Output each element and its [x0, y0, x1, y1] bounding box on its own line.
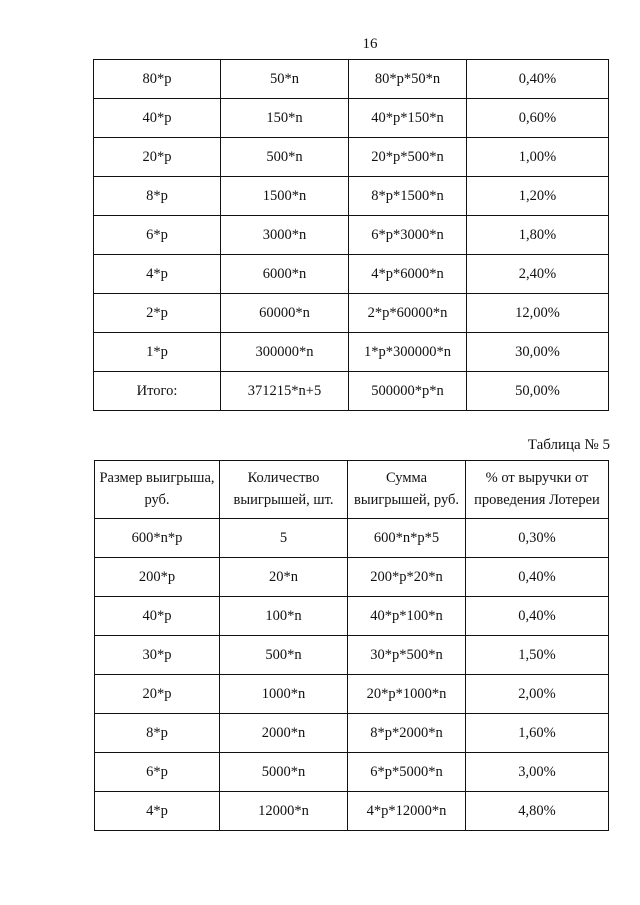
prize-size-cell: 200*p [95, 558, 220, 597]
prize-sum-cell: 6*p*5000*n [348, 753, 466, 792]
prize-sum-cell: 40*p*100*n [348, 597, 466, 636]
prize-count-cell: 20*n [220, 558, 348, 597]
table-row [95, 675, 609, 714]
prize-size-cell: 600*n*p [95, 519, 220, 558]
prize-count-cell: 12000*n [220, 792, 348, 831]
table-row [95, 636, 609, 675]
prize-sum-cell: 30*p*500*n [348, 636, 466, 675]
prize-size-cell: Итого: [94, 372, 221, 411]
prize-sum-cell: 6*p*3000*n [349, 216, 467, 255]
prize-sum-cell: 4*p*12000*n [348, 792, 466, 831]
prize-table-5 [94, 460, 609, 831]
prize-sum-cell: 8*p*1500*n [349, 177, 467, 216]
prize-size-cell: 40*p [94, 99, 221, 138]
prize-size-cell: 4*p [94, 255, 221, 294]
revenue-percent-cell: 3,00% [466, 753, 609, 792]
table-row [95, 792, 609, 831]
prize-table-5-body [95, 519, 609, 831]
prize-sum-cell: 4*p*6000*n [349, 255, 467, 294]
prize-count-cell: 60000*n [221, 294, 349, 333]
prize-size-cell: 20*p [95, 675, 220, 714]
revenue-percent-cell: 1,50% [466, 636, 609, 675]
table-row [94, 99, 609, 138]
revenue-percent-cell: 0,40% [466, 558, 609, 597]
prize-sum-cell: 80*p*50*n [349, 60, 467, 99]
table-row [94, 216, 609, 255]
prize-count-cell: 50*n [221, 60, 349, 99]
table-row [95, 519, 609, 558]
revenue-percent-cell: 0,40% [466, 597, 609, 636]
table-row [95, 597, 609, 636]
prize-size-cell: 6*p [95, 753, 220, 792]
revenue-percent-cell: 1,80% [467, 216, 609, 255]
header-prize-size: Размер выигрыша, руб. [95, 461, 220, 519]
revenue-percent-cell: 0,30% [466, 519, 609, 558]
revenue-percent-cell: 1,60% [466, 714, 609, 753]
table-row [95, 714, 609, 753]
header-prize-count: Количество выигрышей, шт. [220, 461, 348, 519]
revenue-percent-cell: 1,00% [467, 138, 609, 177]
revenue-percent-cell: 4,80% [466, 792, 609, 831]
header-prize-sum: Сумма выигрышей, руб. [348, 461, 466, 519]
prize-count-cell: 150*n [221, 99, 349, 138]
prize-sum-cell: 20*p*1000*n [348, 675, 466, 714]
prize-count-cell: 6000*n [221, 255, 349, 294]
table-row [94, 255, 609, 294]
prize-table-continued-body [94, 60, 609, 411]
prize-count-cell: 300000*n [221, 333, 349, 372]
table-caption: Таблица № 5 [527, 437, 610, 453]
prize-size-cell: 2*p [94, 294, 221, 333]
prize-sum-cell: 500000*p*n [349, 372, 467, 411]
revenue-percent-cell: 0,40% [467, 60, 609, 99]
prize-sum-cell: 1*p*300000*n [349, 333, 467, 372]
prize-count-cell: 5 [220, 519, 348, 558]
prize-size-cell: 40*p [95, 597, 220, 636]
prize-count-cell: 100*n [220, 597, 348, 636]
table-row [95, 558, 609, 597]
table-row [94, 294, 609, 333]
table-row [94, 177, 609, 216]
revenue-percent-cell: 12,00% [467, 294, 609, 333]
header-revenue-percent: % от выручки от проведения Лотереи [466, 461, 609, 519]
prize-sum-cell: 40*p*150*n [349, 99, 467, 138]
prize-count-cell: 500*n [221, 138, 349, 177]
table-row [94, 60, 609, 99]
revenue-percent-cell: 30,00% [467, 333, 609, 372]
revenue-percent-cell: 2,00% [466, 675, 609, 714]
prize-count-cell: 371215*n+5 [221, 372, 349, 411]
prize-count-cell: 5000*n [220, 753, 348, 792]
prize-size-cell: 8*p [95, 714, 220, 753]
table-row [94, 372, 609, 411]
prize-count-cell: 1500*n [221, 177, 349, 216]
revenue-percent-cell: 1,20% [467, 177, 609, 216]
prize-count-cell: 3000*n [221, 216, 349, 255]
prize-size-cell: 8*p [94, 177, 221, 216]
revenue-percent-cell: 50,00% [467, 372, 609, 411]
prize-count-cell: 500*n [220, 636, 348, 675]
revenue-percent-cell: 2,40% [467, 255, 609, 294]
prize-count-cell: 1000*n [220, 675, 348, 714]
prize-sum-cell: 8*p*2000*n [348, 714, 466, 753]
prize-sum-cell: 600*n*p*5 [348, 519, 466, 558]
revenue-percent-cell: 0,60% [467, 99, 609, 138]
prize-size-cell: 1*p [94, 333, 221, 372]
prize-size-cell: 30*p [95, 636, 220, 675]
prize-size-cell: 80*p [94, 60, 221, 99]
table-row [94, 138, 609, 177]
prize-table-continued [93, 59, 609, 411]
prize-sum-cell: 200*p*20*n [348, 558, 466, 597]
page-number: 16 [362, 36, 378, 52]
prize-size-cell: 20*p [94, 138, 221, 177]
prize-size-cell: 6*p [94, 216, 221, 255]
prize-sum-cell: 2*p*60000*n [349, 294, 467, 333]
prize-sum-cell: 20*p*500*n [349, 138, 467, 177]
table-header-row [95, 461, 609, 519]
prize-size-cell: 4*p [95, 792, 220, 831]
table-row [94, 333, 609, 372]
prize-count-cell: 2000*n [220, 714, 348, 753]
table-row [95, 753, 609, 792]
